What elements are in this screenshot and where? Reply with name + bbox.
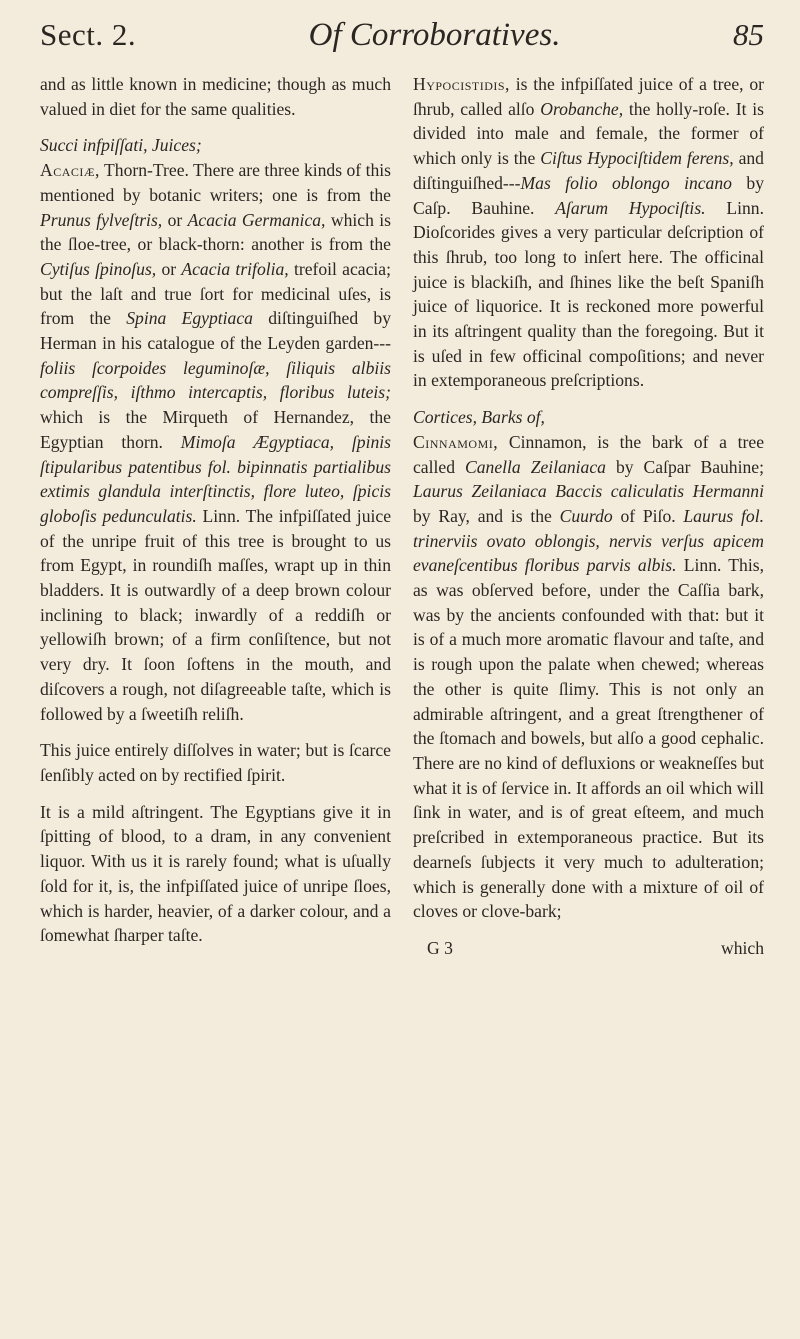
chapter-title: Of Corroboratives. bbox=[308, 16, 561, 53]
latin-name: Prunus fylveſtris, bbox=[40, 209, 163, 230]
subheading-text: Succi infpiſſati, bbox=[40, 135, 148, 156]
text-run: Thorn-Tree. There are three kinds of this mentioned by botanic writers; one is from the bbox=[40, 160, 391, 205]
paragraph: This juice entirely diſſolves in water; but is ſcarce ſenſibly acted on by rectified ſpirit. bbox=[40, 740, 391, 785]
latin-description: Mimoſa Ægyptiaca, ſpinis ſtipularibus patentibus fol. bipinnatis partialibus extimis glandula interſtinctis, flore luteo, ſpicis globoſis pedunculatis. bbox=[40, 431, 391, 526]
text-run: which is the ſloe-tree, or black-thorn: another is from the bbox=[40, 209, 391, 255]
latin-name: Spina Egyptiaca bbox=[126, 308, 253, 329]
latin-name: Aſarum Hypociſtis. bbox=[555, 197, 706, 218]
text-run: of Piſo. bbox=[612, 505, 684, 526]
latin-name: Cuurdo bbox=[559, 505, 613, 526]
entry-acaciae bbox=[40, 158, 391, 726]
text-run: Linn. This, as was obſerved before, under the Caſſia bark, was by the ancients confounded with that: but it is of a much more aromatic flavour and taſte, and is rough upon the palate when chewed; whereas the other is quite ſlimy. This is not only an admirable aſtringent, and a great ſtrengthener of the ſtomach and bowels, but alſo a good cephalic. There are no kind of defluxions or weakneſſes but what it is of ſervice in. It affords an oil which will ſink in water, and is of great eſteem, and much preſcribed in extemporaneous practice. But its dearneſs ſubjects it very much to adulteration; which is generally done with a mixture of oil of cloves or clove-bark; bbox=[413, 555, 764, 922]
text-run: trefoil acacia; but the laſt and true ſort for medicinal uſes, is from the bbox=[40, 258, 392, 329]
page-footer bbox=[413, 936, 764, 961]
section-number: Sect. 2. bbox=[40, 17, 137, 52]
text-run: by Caſpar Bauhine; bbox=[605, 456, 764, 477]
subheading-succi bbox=[40, 133, 391, 158]
text-run: by Caſp. Bauhine. bbox=[413, 172, 764, 218]
latin-name: Acacia Germanica, bbox=[187, 209, 326, 230]
text-run: Cinnamon, is the bark of a tree called bbox=[413, 431, 764, 477]
paragraph: and as little known in medicine; though as much valued in diet for the same qualities. bbox=[40, 74, 391, 119]
text-run: by Ray, and is the bbox=[413, 505, 560, 526]
paragraph: It is a mild aſtringent. The Egyptians give it in ſpitting of blood, to a dram, in any convenient liquor. With us it is rarely found; what is uſually ſold for it, is, the infpiſſated juice of unripe ſloes, which is harder, heavier, of a darker colour, and a ſomewhat ſharper taſte. bbox=[40, 801, 391, 946]
text-run: or bbox=[162, 209, 188, 230]
catchword: which bbox=[721, 937, 764, 958]
latin-name: Laurus Zeilaniaca Baccis caliculatis Hermanni bbox=[413, 481, 764, 502]
signature-mark: G 3 bbox=[427, 937, 453, 958]
text-run: the holly-roſe. It is divided into male and female, the former of which only is the bbox=[413, 98, 764, 169]
text-columns bbox=[40, 72, 764, 1329]
text-run: and diſtinguiſhed--- bbox=[413, 148, 764, 193]
subheading-rest: Juices; bbox=[147, 135, 202, 156]
subheading-rest: Barks of, bbox=[477, 407, 545, 428]
entry-lead: Acaciæ, bbox=[40, 160, 100, 181]
running-head bbox=[40, 6, 764, 64]
text-run: Linn. The infpiſſated juice of the unripe fruit of this tree is brought to us from Egypt, in roundiſh maſſes, wrapt up in thin bladders. It is outwardly of a deep brown colour inclining to black; inwardly of a reddiſh or yellowiſh brown; of a firm conſiſtence, but not very dry. It ſoon ſoftens in the mouth, and diſcovers a rough, not diſagreeable taſte, which is followed by a ſweetiſh reliſh. bbox=[40, 505, 391, 724]
entry-cinnamomi bbox=[413, 430, 764, 924]
entry-lead: Hypocistidis, bbox=[413, 74, 510, 94]
latin-name: Cytiſus ſpinoſus, bbox=[40, 258, 157, 279]
latin-name: Mas folio oblongo incano bbox=[520, 172, 732, 193]
text-run: diſtinguiſhed by Herman in his catalogue of the Leyden garden--- bbox=[40, 308, 391, 354]
entry-lead: Cinnamomi, bbox=[413, 431, 499, 452]
text-run: is the infpiſſated juice of a tree, or ſhrub, called alſo bbox=[413, 74, 764, 119]
text-run: Linn. Dioſcorides gives a very particular deſcription of this ſhrub, too long to inſert here. The officinal juice is blackiſh, and ſhines like the beſt Spaniſh juice of liquorice. It is reckoned more powerful in its aſtringent quality than the foregoing. But it is uſed in few officinal compoſitions; and never in extemporaneous preſcriptions. bbox=[413, 197, 764, 391]
latin-name: Ciſtus Hypociſtidem ferens, bbox=[540, 148, 734, 169]
text-run: which is the Mirqueth of Hernandez, the Egyptian thorn. bbox=[40, 407, 391, 452]
latin-name: Acacia trifolia, bbox=[181, 258, 289, 279]
right-column bbox=[413, 72, 764, 1329]
latin-name: Canella Zeilaniaca bbox=[465, 456, 606, 477]
latin-description: Laurus fol. trinerviis ovato oblongis, nervis verſus apicem evaneſcentibus floribus parvis albis. bbox=[413, 505, 764, 576]
latin-name: Orobanche, bbox=[540, 98, 624, 119]
latin-description: foliis ſcorpoides leguminoſæ, ſiliquis albiis compreſſis, iſthmo intercaptis, floribus luteis; bbox=[40, 357, 391, 403]
text-run: or bbox=[156, 258, 182, 279]
page-number: 85 bbox=[732, 17, 764, 52]
left-column bbox=[40, 72, 391, 1329]
subheading-text: Cortices, bbox=[413, 407, 478, 428]
entry-hypocistidis bbox=[413, 72, 764, 393]
subheading-cortices bbox=[413, 405, 764, 430]
